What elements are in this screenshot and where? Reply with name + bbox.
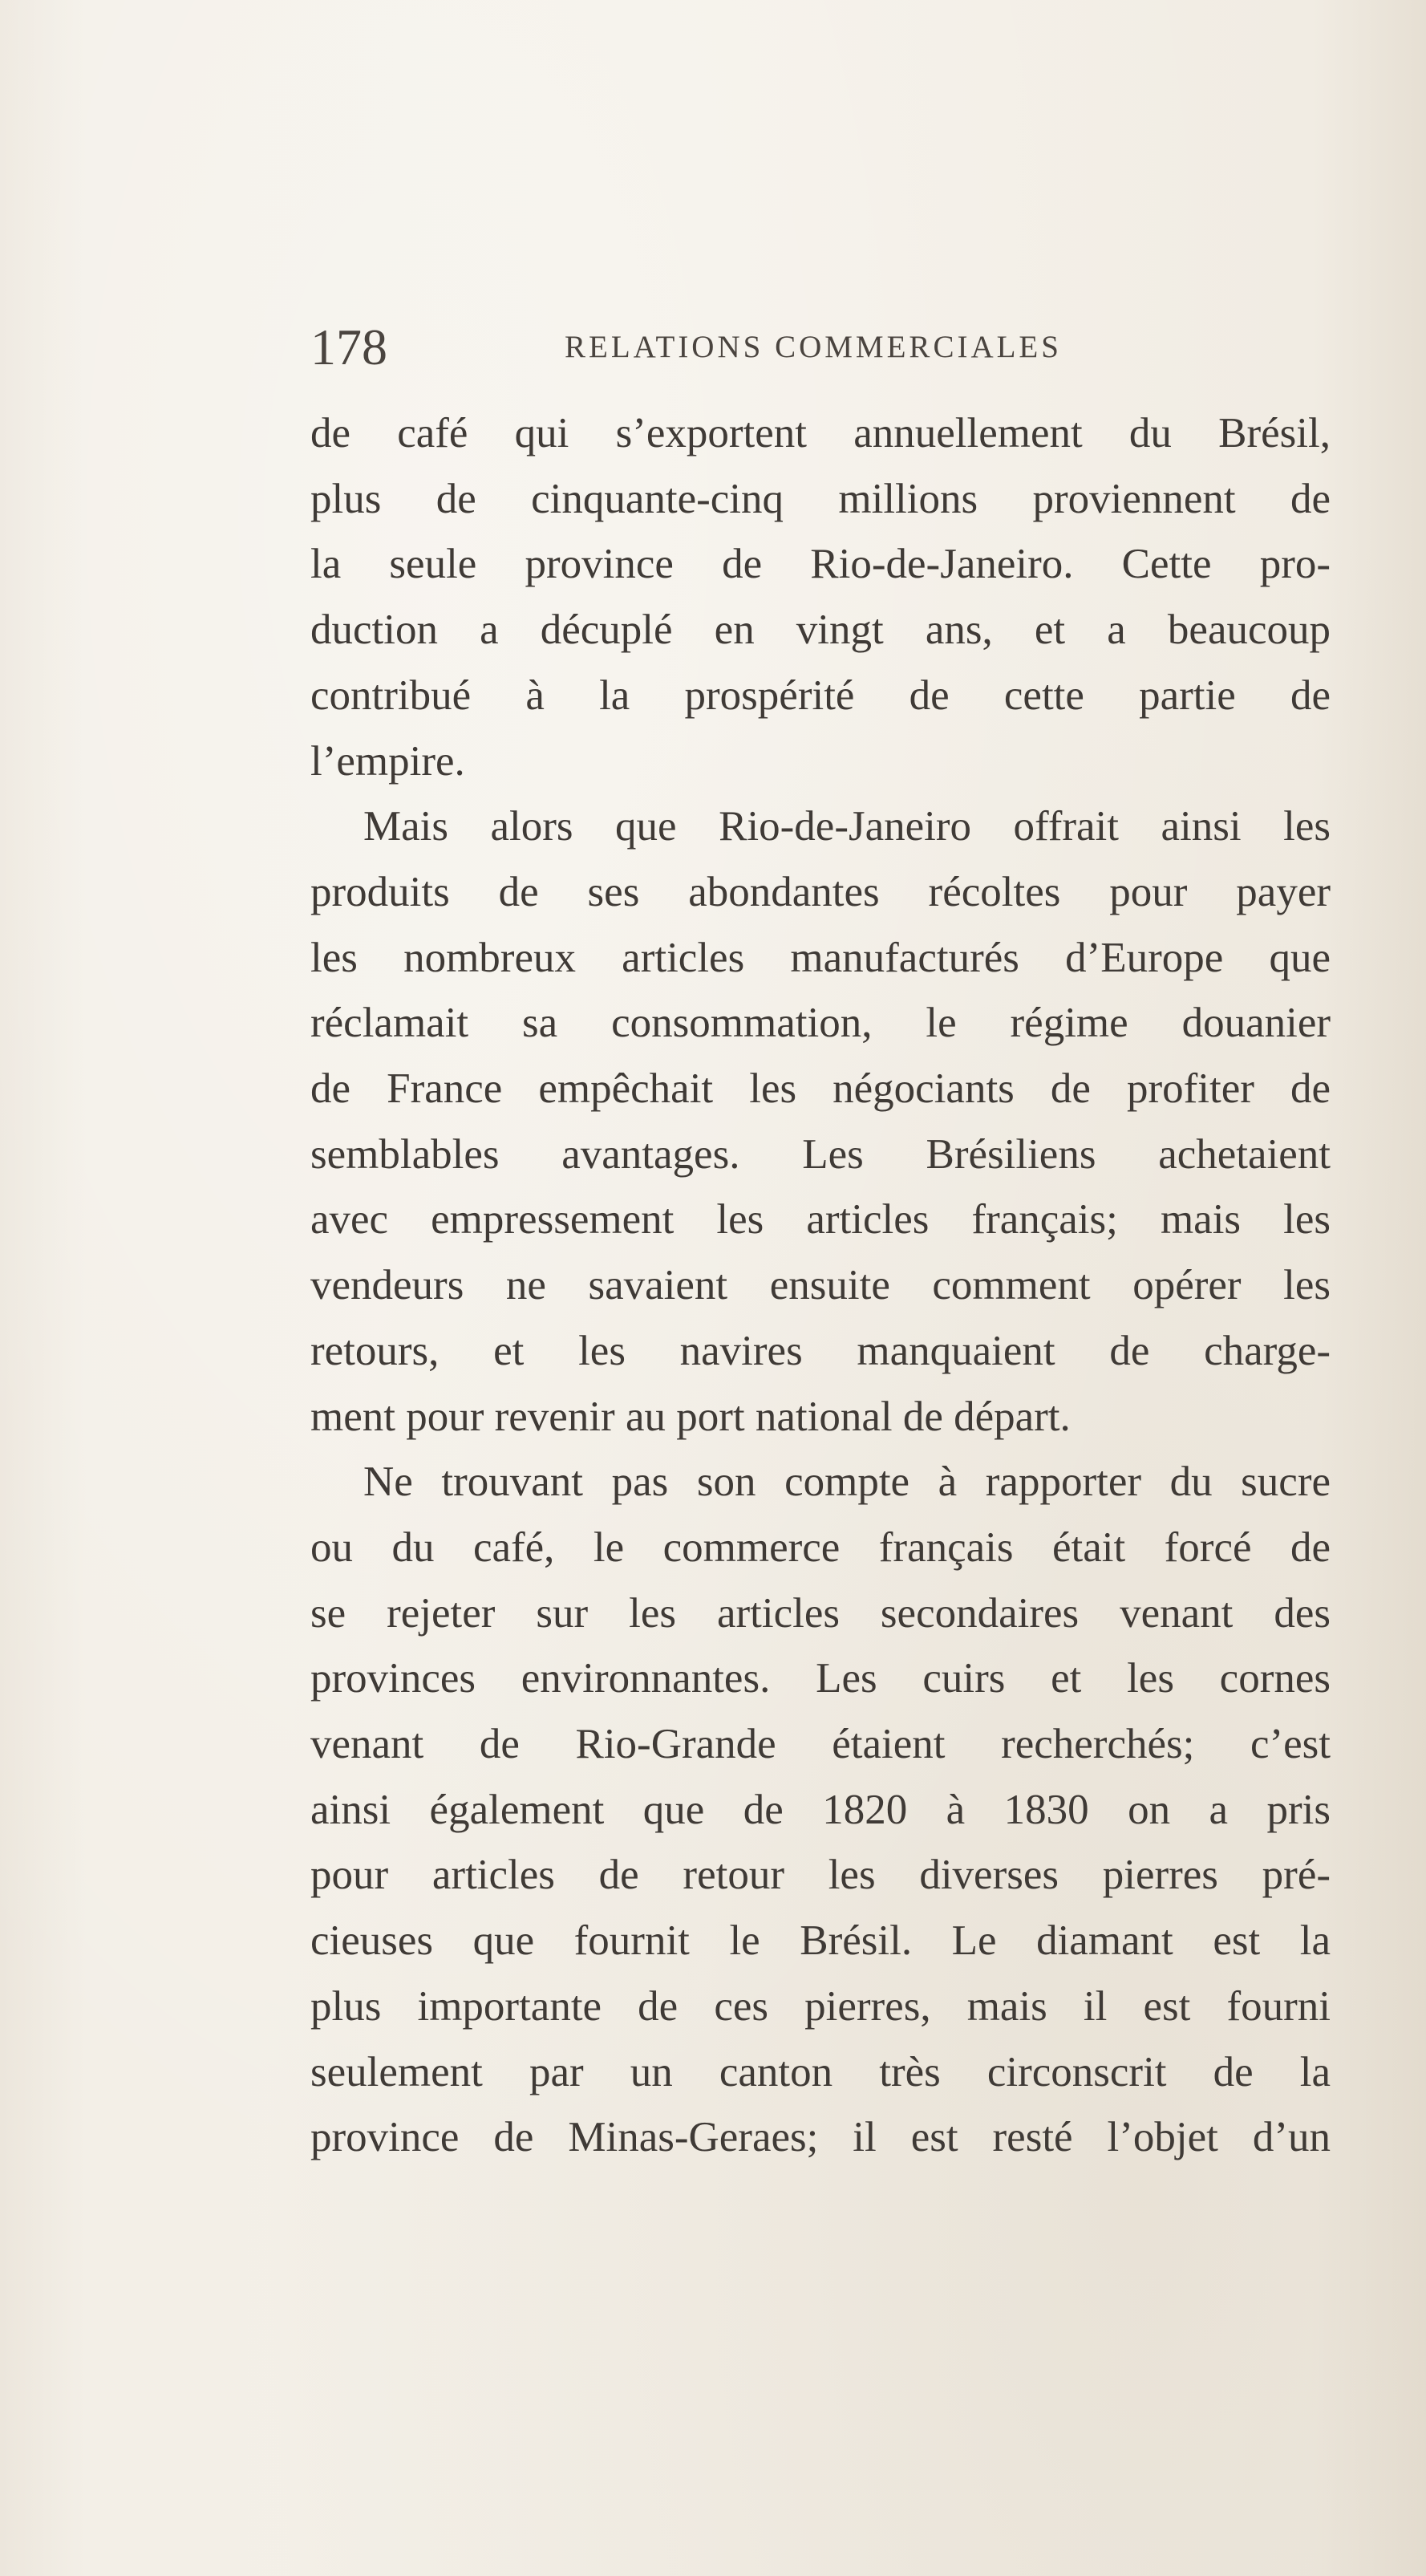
text-line: se rejeter sur les articles secondaires venant des [310, 1589, 1331, 1637]
running-head: RELATIONS COMMERCIALES [565, 330, 1062, 364]
paragraph-2 [310, 794, 1331, 1450]
paragraph-3 [310, 1450, 1331, 2171]
text-line: semblables avantages. Les Brésiliens achetaient [310, 1130, 1331, 1178]
text-line: Mais alors que Rio-de-Janeiro offrait ainsi les [363, 803, 1331, 850]
text-line: de café qui s’exportent annuellement du Brésil, [310, 410, 1331, 456]
text-line: contribué à la prospérité de cette partie de [310, 671, 1331, 719]
text-line: plus importante de ces pierres, mais il est fourni [310, 1982, 1331, 2030]
text-line: les nombreux articles manufacturés d’Europe que [310, 934, 1331, 981]
text-line: Ne trouvant pas son compte à rapporter du sucre [363, 1458, 1331, 1506]
page-header [310, 311, 1345, 383]
text-line: cieuses que fournit le Brésil. Le diamant est la [310, 1917, 1331, 1965]
text-line: de France empêchait les négociants de profiter de [310, 1065, 1331, 1113]
text-line: l’empire. [310, 737, 465, 785]
text-line: plus de cinquante-cinq millions proviennent de [310, 475, 1331, 522]
text-line: province de Minas-Geraes; il est resté l’objet d’un [310, 2114, 1331, 2161]
text-line: ment pour revenir au port national de départ. [310, 1393, 1071, 1440]
text-line: provinces environnantes. Les cuirs et les cornes [310, 1655, 1331, 1702]
text-line: produits de ses abondantes récoltes pour payer [310, 868, 1331, 915]
text-line: la seule province de Rio-de-Janeiro. Cette pro- [310, 541, 1331, 588]
text-line: vendeurs ne savaient ensuite comment opérer les [310, 1262, 1331, 1309]
text-line: réclamait sa consommation, le régime douanier [310, 1000, 1331, 1047]
text-line: venant de Rio-Grande étaient recherchés; c’est [310, 1721, 1331, 1768]
page-number: 178 [310, 318, 387, 375]
text-line: avec empressement les articles français; mais les [310, 1196, 1331, 1243]
text-line: ainsi également que de 1820 à 1830 on a pris [310, 1786, 1331, 1833]
text-line: seulement par un canton très circonscrit de la [310, 2048, 1331, 2095]
body-text [310, 401, 1331, 2171]
text-line: ou du café, le commerce français était forcé de [310, 1523, 1331, 1571]
text-line: retours, et les navires manquaient de charge- [310, 1327, 1331, 1374]
paragraph-1 [310, 401, 1331, 794]
text-line: duction a décuplé en vingt ans, et a beaucoup [310, 606, 1331, 654]
text-line: pour articles de retour les diverses pierres pré- [310, 1852, 1331, 1899]
